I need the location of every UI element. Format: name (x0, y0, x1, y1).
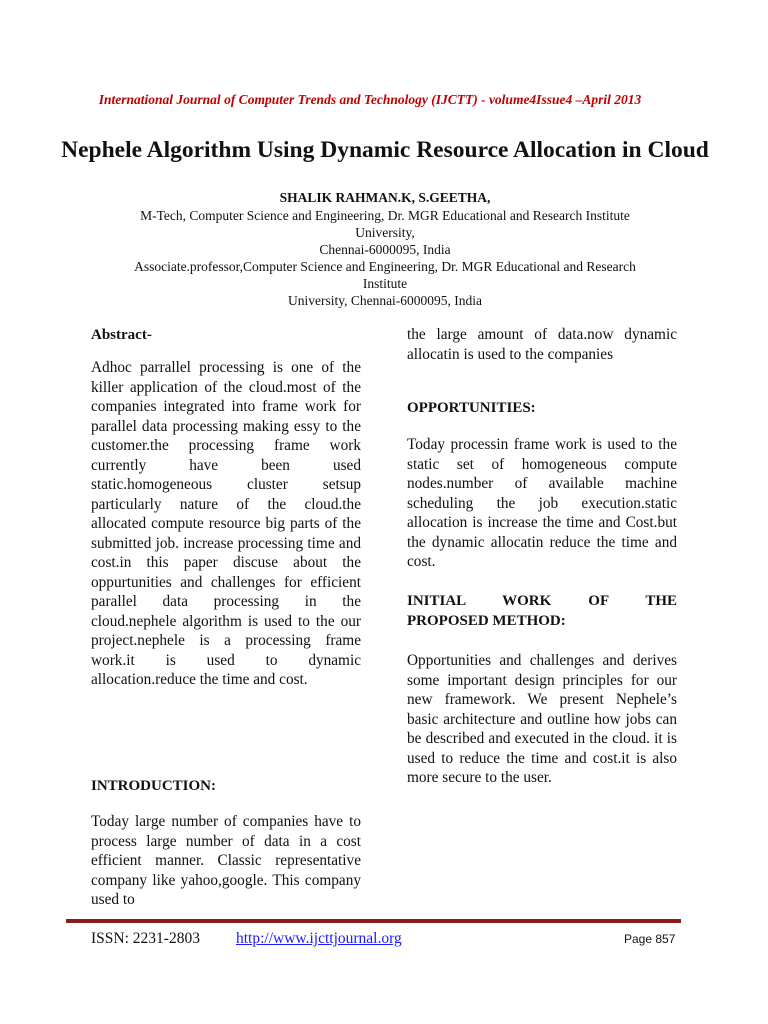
introduction-text: Today large number of companies have to process large number of data in a cost efficient manner. Classic representative company like yahoo,google. This company used to (91, 813, 361, 908)
footer-issn: ISSN: 2231-2803 (91, 930, 200, 947)
initial-work-text: Opportunities and challenges and derives some important design principles for our new framework. We present Nephele’s basic architecture and outline how jobs can be described and executed in the cloud. it is used to reduce the time and cost.it is also more secure to the user. (407, 652, 677, 786)
affiliation-2-line-2: Institute (362, 276, 408, 291)
abstract-heading (91, 325, 361, 346)
opportunities-text: Today processin frame work is used to the static set of homogeneous compute nodes.number of available machine scheduling the job execution.static allocation is increase the time and Cost.but the dynamic allocatin reduce the time and cost. (407, 436, 677, 570)
affiliation-1-line-1: M-Tech, Computer Science and Engineering, Dr. MGR Educational and Research Institute (140, 208, 630, 223)
affiliation-2-line-3: University, Chennai-6000095, India (287, 293, 483, 308)
footer-rule (66, 919, 681, 923)
paper-title: Nephele Algorithm Using Dynamic Resource Allocation in Cloud (61, 137, 709, 163)
initial-work-body (407, 651, 677, 788)
journal-header: International Journal of Computer Trends and Technology (IJCTT) - volume4Issue4 –April 2013 (98, 92, 642, 107)
affiliation-1-line-2: University, (355, 225, 415, 240)
initial-work-heading-line-1: INITIAL WORK OF THE (407, 593, 677, 609)
introduction-continued (407, 325, 677, 364)
affiliation-1-line-3: Chennai-6000095, India (319, 242, 451, 257)
paper-authors: SHALIK RAHMAN.K, S.GEETHA, (279, 190, 491, 205)
footer-journal-link[interactable]: http://www.ijcttjournal.org (236, 930, 402, 947)
opportunities-body (407, 435, 677, 572)
introduction-continued-text: the large amount of data.now dynamic allocatin is used to the companies (407, 326, 677, 363)
abstract-body (91, 358, 361, 690)
opportunities-heading: OPPORTUNITIES: (407, 400, 536, 416)
abstract-heading-text: Abstract- (91, 327, 152, 343)
footer-page-number: Page 857 (624, 932, 676, 946)
abstract-text: Adhoc parrallel processing is one of the killer application of the cloud.most of the companies integrated into frame work for parallel data processing making essy to the customer.the processing frame work currently have been used static.homogeneous cluster setsup particularly nature of the cloud.the allocated compute resource big parts of the submitted job. increase processing time and cost.in this paper discuse about the oppurtunities and challenges for efficient parallel data processing in the cloud.nephele algorithm is used to the our project.nephele is a processing frame work.it is used to dynamic allocation.reduce the time and cost. (91, 359, 361, 688)
initial-work-heading-line-2: PROPOSED METHOD: (407, 613, 566, 629)
introduction-heading: INTRODUCTION: (91, 778, 217, 794)
introduction-body (91, 812, 361, 910)
affiliation-2-line-1: Associate.professor,Computer Science and Engineering, Dr. MGR Educational and Research (134, 259, 636, 274)
